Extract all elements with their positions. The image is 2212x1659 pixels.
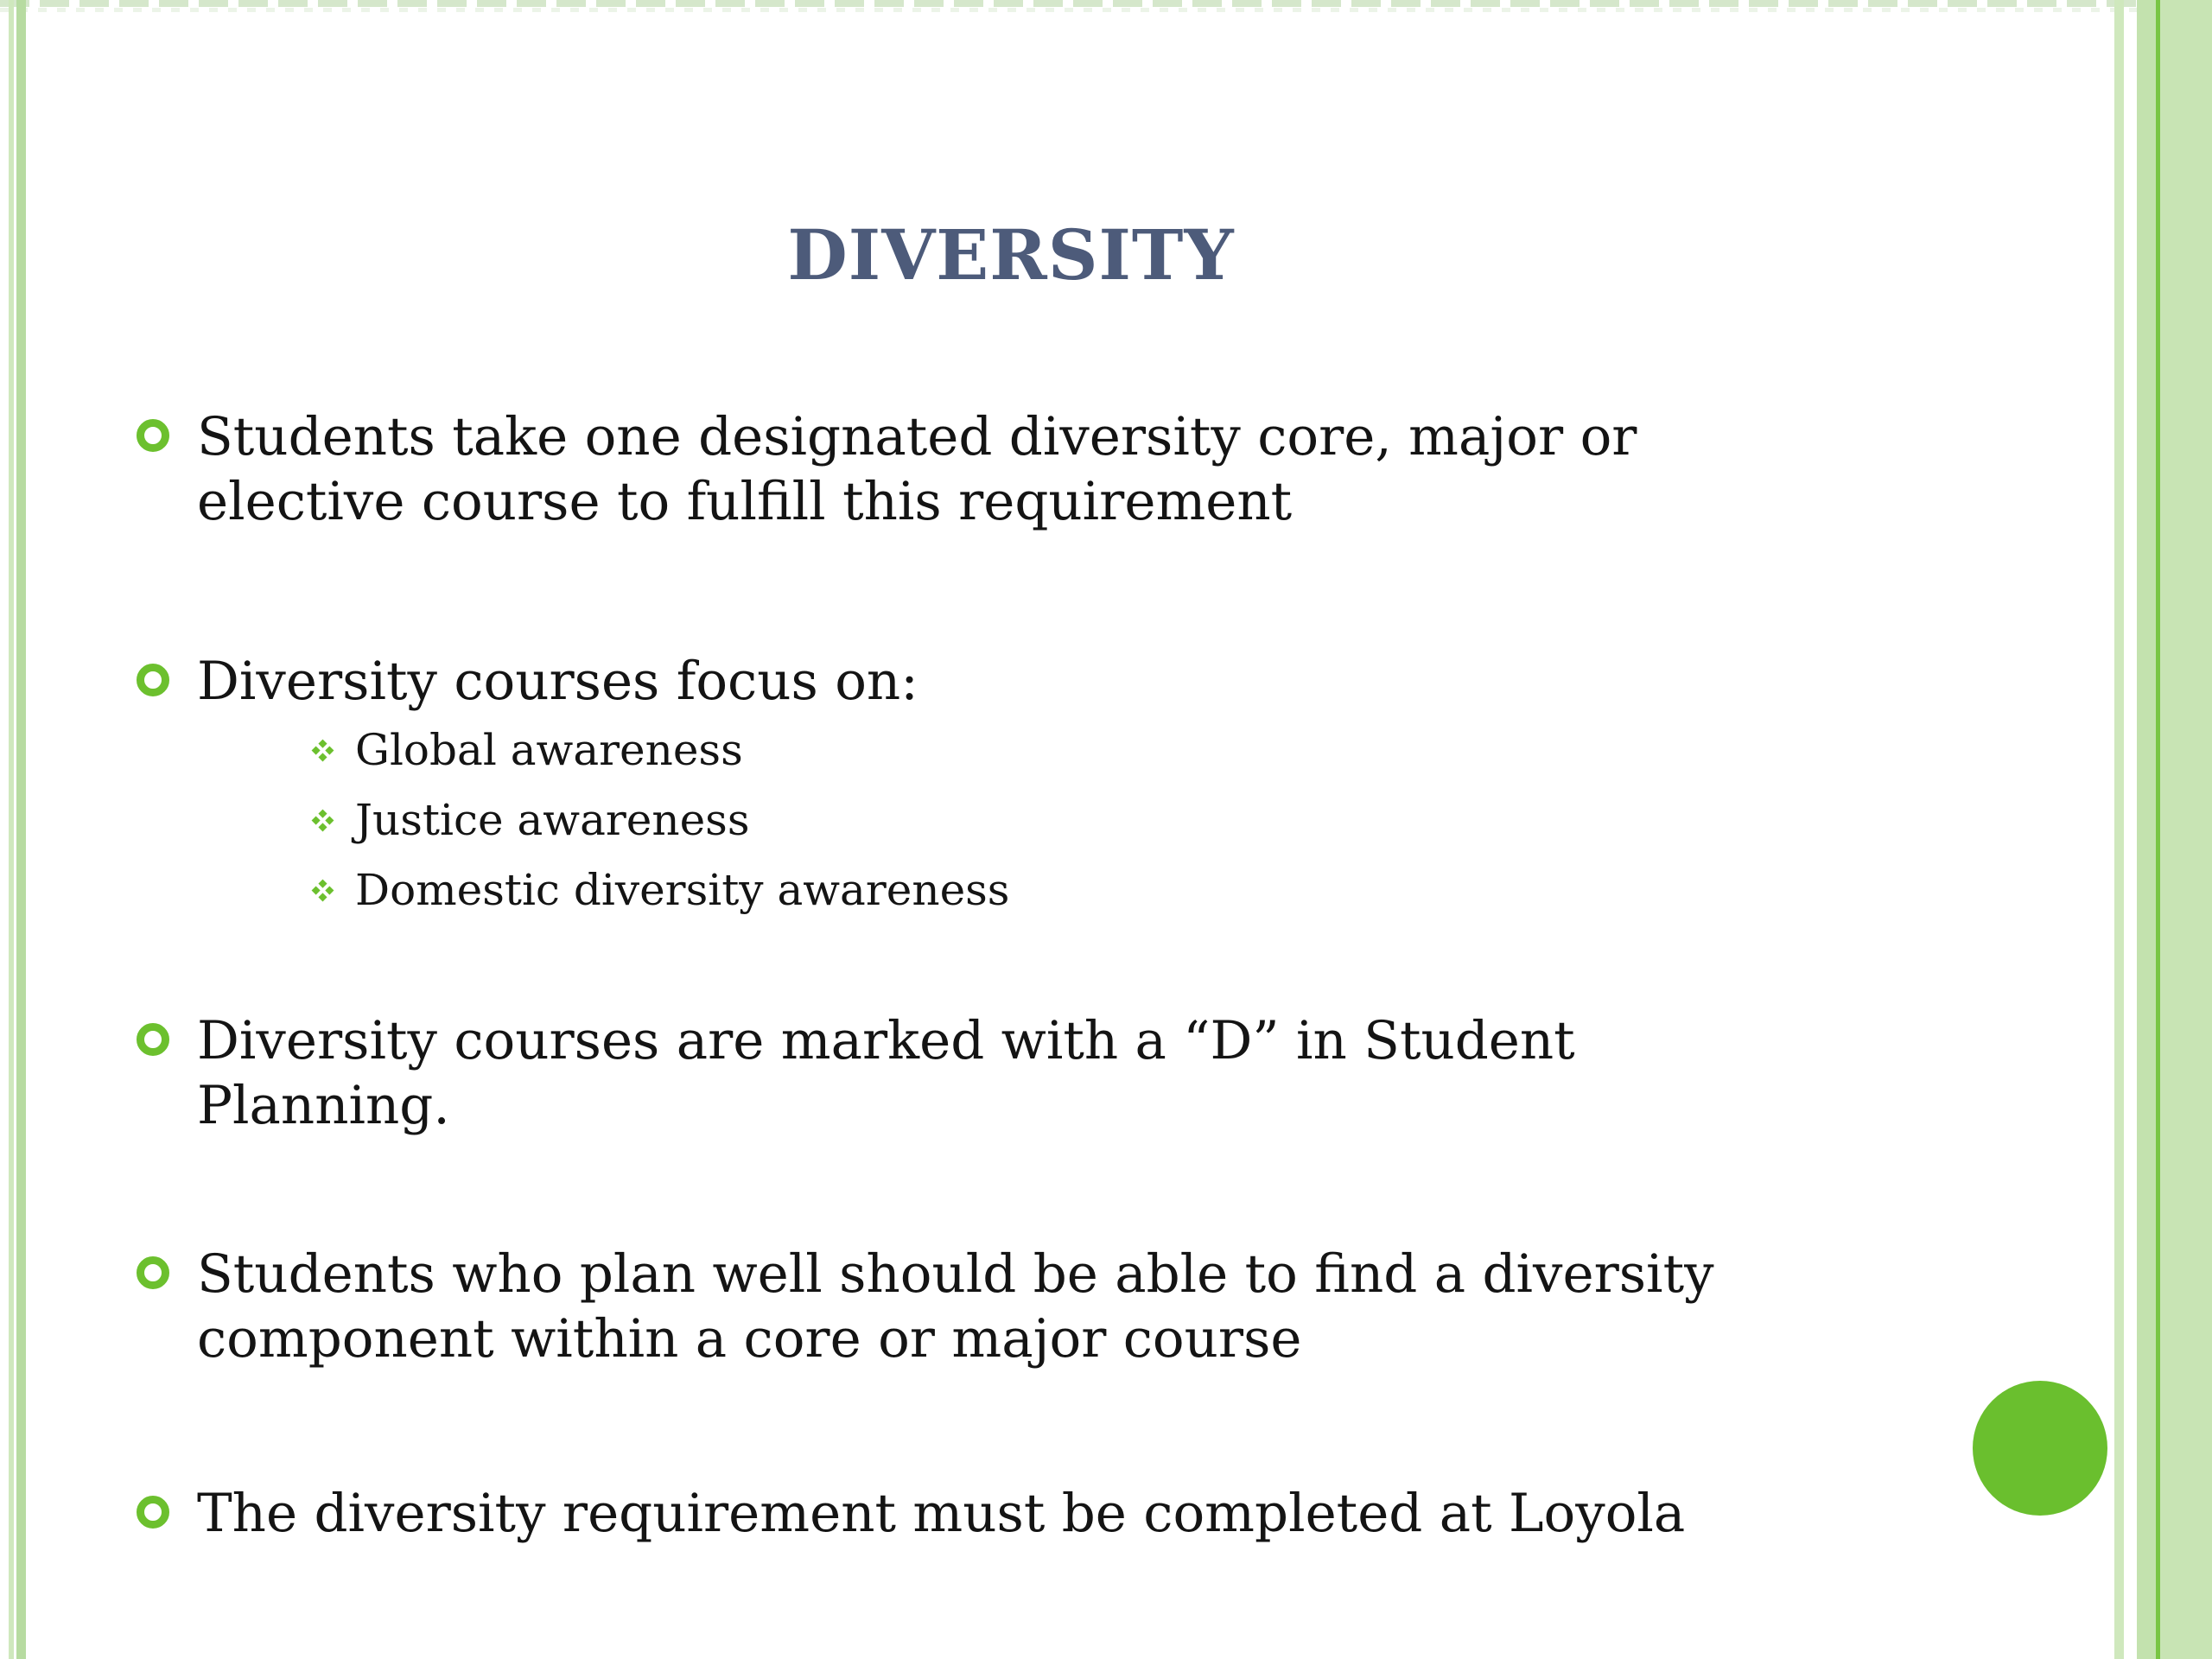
decorative-green-circle (1973, 1381, 2107, 1516)
sub-bullet-group (86, 727, 1936, 914)
bullet-line: Students who plan well should be able to find a diversity (197, 1243, 1714, 1305)
bullet-line: Diversity courses are marked with a “D” in Student (197, 1010, 1575, 1071)
bullet-line: Planning. (197, 1075, 450, 1136)
bullet-text (197, 1481, 1685, 1546)
bullet-line: Global awareness (355, 725, 743, 775)
bullet-item-marked-with-d (86, 1008, 1936, 1138)
slide-content (86, 0, 1936, 1546)
bullet-item-completed-at-loyola (86, 1481, 1936, 1546)
left-border-stripe-thin (9, 0, 14, 1659)
sub-bullet-text (355, 867, 1009, 914)
left-border-stripe-thick (16, 0, 26, 1659)
bullet-item-courses-focus (86, 649, 1936, 714)
bullet-line: The diversity requirement must be completed at Loyola (197, 1483, 1686, 1544)
bullet-line: elective course to fulfill this requirement (197, 471, 1293, 532)
ring-bullet-icon (137, 1023, 169, 1056)
four-diamonds-bullet-icon (311, 739, 334, 762)
ring-bullet-icon (137, 664, 169, 696)
bullet-item-students-take (86, 404, 1936, 534)
ring-bullet-icon (137, 1256, 169, 1289)
bullet-text (197, 404, 1637, 534)
slide-title: DIVERSITY (787, 214, 1235, 296)
sub-bullet-global (86, 727, 1936, 774)
bullet-item-plan-well (86, 1242, 1936, 1371)
four-diamonds-bullet-icon (311, 809, 334, 832)
bullet-line: Diversity courses focus on: (197, 651, 918, 712)
sub-bullet-justice (86, 797, 1936, 844)
ring-bullet-icon (137, 1496, 169, 1529)
bullet-line: Students take one designated diversity core, major or (197, 406, 1637, 467)
sub-bullet-text (355, 797, 750, 844)
bullet-text (197, 649, 918, 714)
right-border-band (2160, 0, 2212, 1659)
sub-bullet-domestic (86, 867, 1936, 914)
right-border-stripe-medium (2137, 0, 2156, 1659)
bullet-line: Justice awareness (355, 795, 750, 845)
ring-bullet-icon (137, 419, 169, 452)
right-border-stripe-thin (2114, 0, 2124, 1659)
sub-bullet-text (355, 727, 743, 774)
bullet-text (197, 1242, 1714, 1371)
bullet-line: Domestic diversity awareness (355, 865, 1010, 915)
bullet-line: component within a core or major course (197, 1308, 1302, 1370)
four-diamonds-bullet-icon (311, 879, 334, 902)
bullet-text (197, 1008, 1575, 1138)
